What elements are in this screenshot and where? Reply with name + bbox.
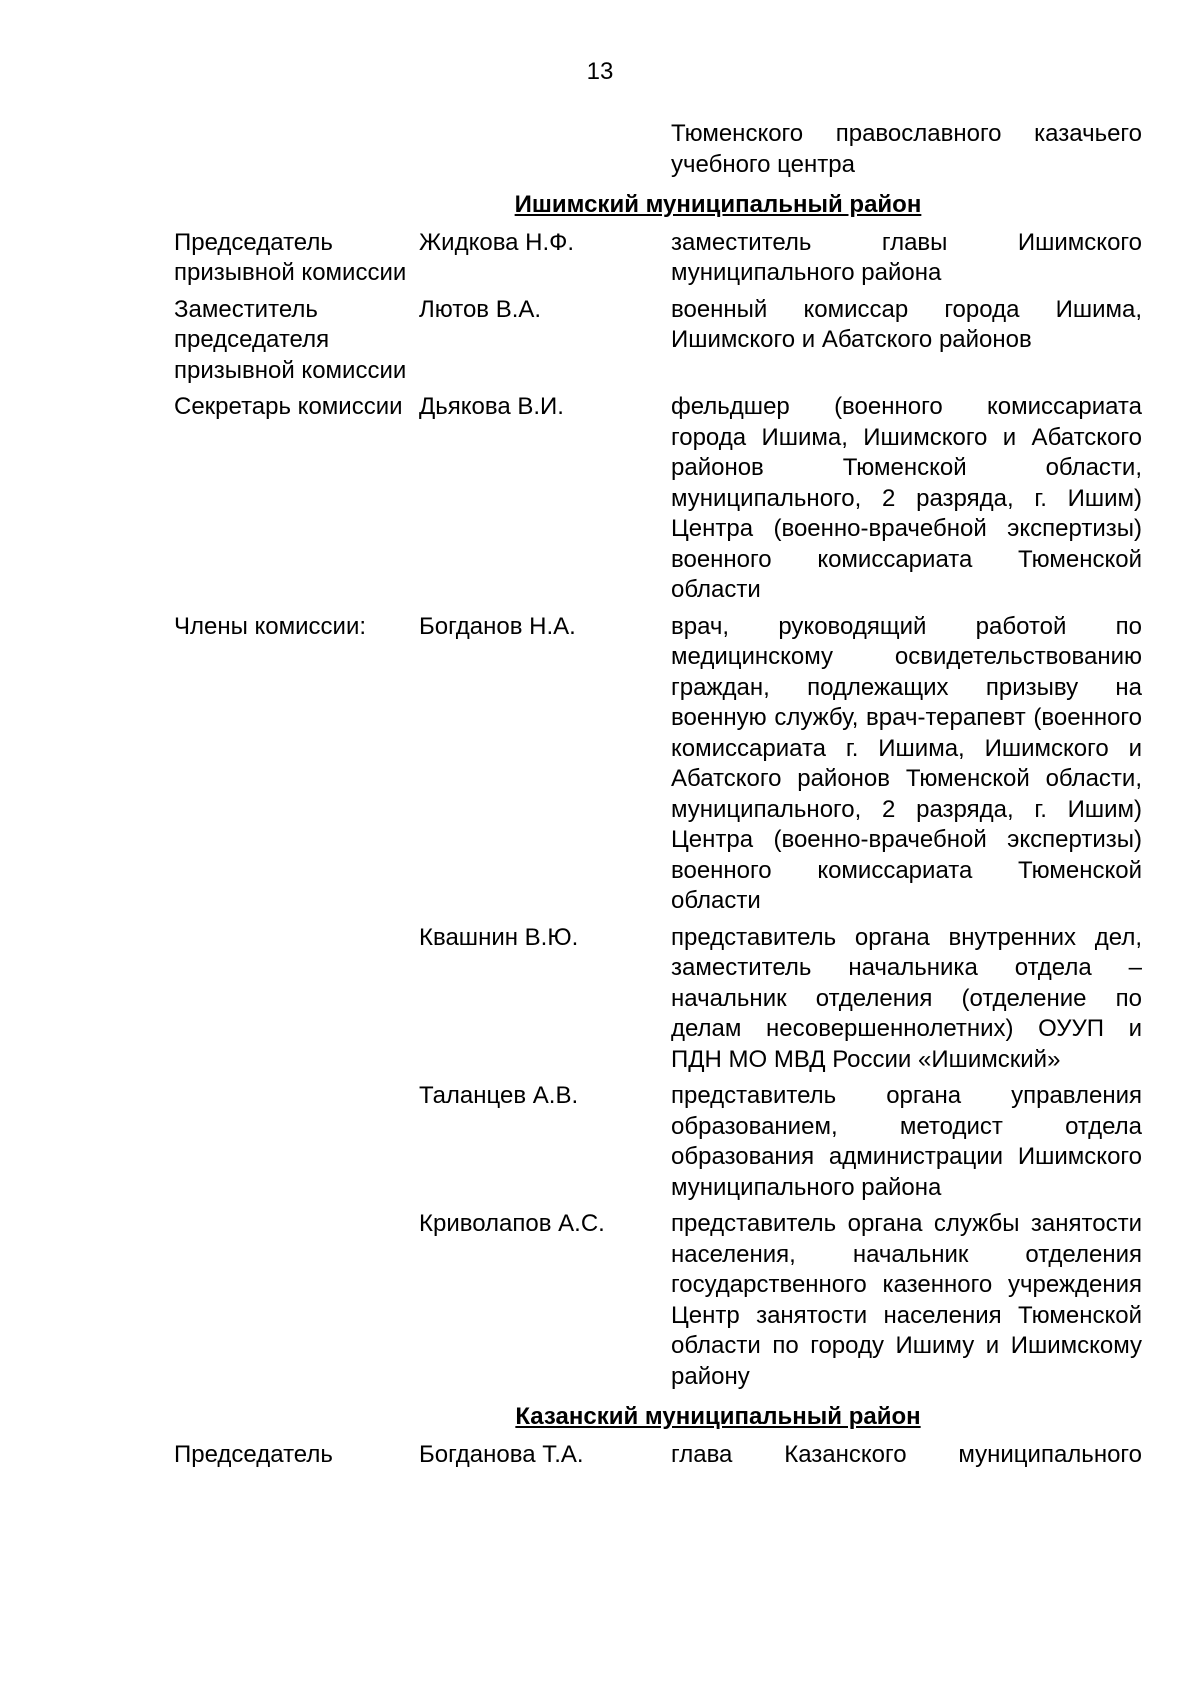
member-role: Председатель	[174, 1440, 333, 1468]
section-heading-ishim: Ишимский муниципальный район	[514, 191, 922, 218]
member-description: военный комиссар города Ишима, Ишимского и Абатского районов	[671, 295, 1142, 353]
member-name: Богданов Н.А.	[419, 612, 576, 640]
member-role	[174, 1209, 419, 1392]
section-heading-kazan: Казанский муниципальный район	[515, 1403, 921, 1430]
member-description: представитель органа управления образованием, методист отдела образования администрации Ишимского муниципального района	[671, 1082, 1142, 1201]
member-role: Члены комиссии:	[174, 612, 367, 640]
member-row	[174, 392, 1142, 606]
continuation-description: Тюменского православного казачьего учебного центра	[671, 120, 1142, 178]
member-role: Секретарь комиссии	[174, 393, 403, 420]
member-description: представитель органа внутренних дел, заместитель начальника отдела – начальник отделения (отделение по делам несовершеннолетних) ОУУП и ПДН МО МВД России «Ишимский»	[671, 923, 1142, 1073]
member-name: Жидкова Н.Ф.	[419, 228, 575, 256]
member-description: заместитель главы Ишимского муниципального района	[671, 228, 1142, 286]
member-row	[174, 1081, 1142, 1203]
member-name: Богданова Т.А.	[419, 1440, 584, 1468]
member-description: глава Казанского муниципального	[671, 1440, 1142, 1468]
member-row	[174, 612, 1142, 917]
member-name: Таланцев А.В.	[419, 1082, 579, 1109]
member-row	[174, 295, 1142, 387]
document-body	[174, 119, 1142, 1476]
member-row	[174, 228, 1142, 289]
member-description: врач, руководящий работой по медицинскому освидетельствованию граждан, подлежащих призыву на военную службу, врач-терапевт (военного комиссариата г. Ишима, Ишимского и Абатского районов Тюменской области, муниципального, 2 разряда, г. Ишим) Центра (военно-врачебной экспертизы) военного комиссариата Тюменской области	[671, 612, 1142, 914]
member-role: Заместитель председателя призывной комиссии	[174, 295, 407, 384]
member-name: Криволапов А.С.	[419, 1210, 605, 1237]
member-description: фельдшер (военного комиссариата города Ишима, Ишимского и Абатского районов Тюменской области, муниципального, 2 разряда, г. Ишим) Центра (военно-врачебной экспертизы) военного комиссариата Тюменской области	[671, 393, 1142, 603]
member-name: Дьякова В.И.	[419, 393, 564, 420]
member-name: Квашнин В.Ю.	[419, 923, 579, 951]
member-description: представитель органа службы занятости населения, начальник отделения государственного казенного учреждения Центр занятости населения Тюменской области по городу Ишиму и Ишимскому району	[671, 1210, 1142, 1390]
member-row	[174, 923, 1142, 1076]
page-number: 13	[586, 58, 614, 85]
member-row	[174, 1209, 1142, 1392]
member-role	[174, 923, 419, 1076]
member-role: Председатель призывной комиссии	[174, 228, 407, 286]
member-role	[174, 1081, 419, 1203]
member-name: Лютов В.А.	[419, 295, 542, 323]
member-row	[174, 1440, 1142, 1471]
